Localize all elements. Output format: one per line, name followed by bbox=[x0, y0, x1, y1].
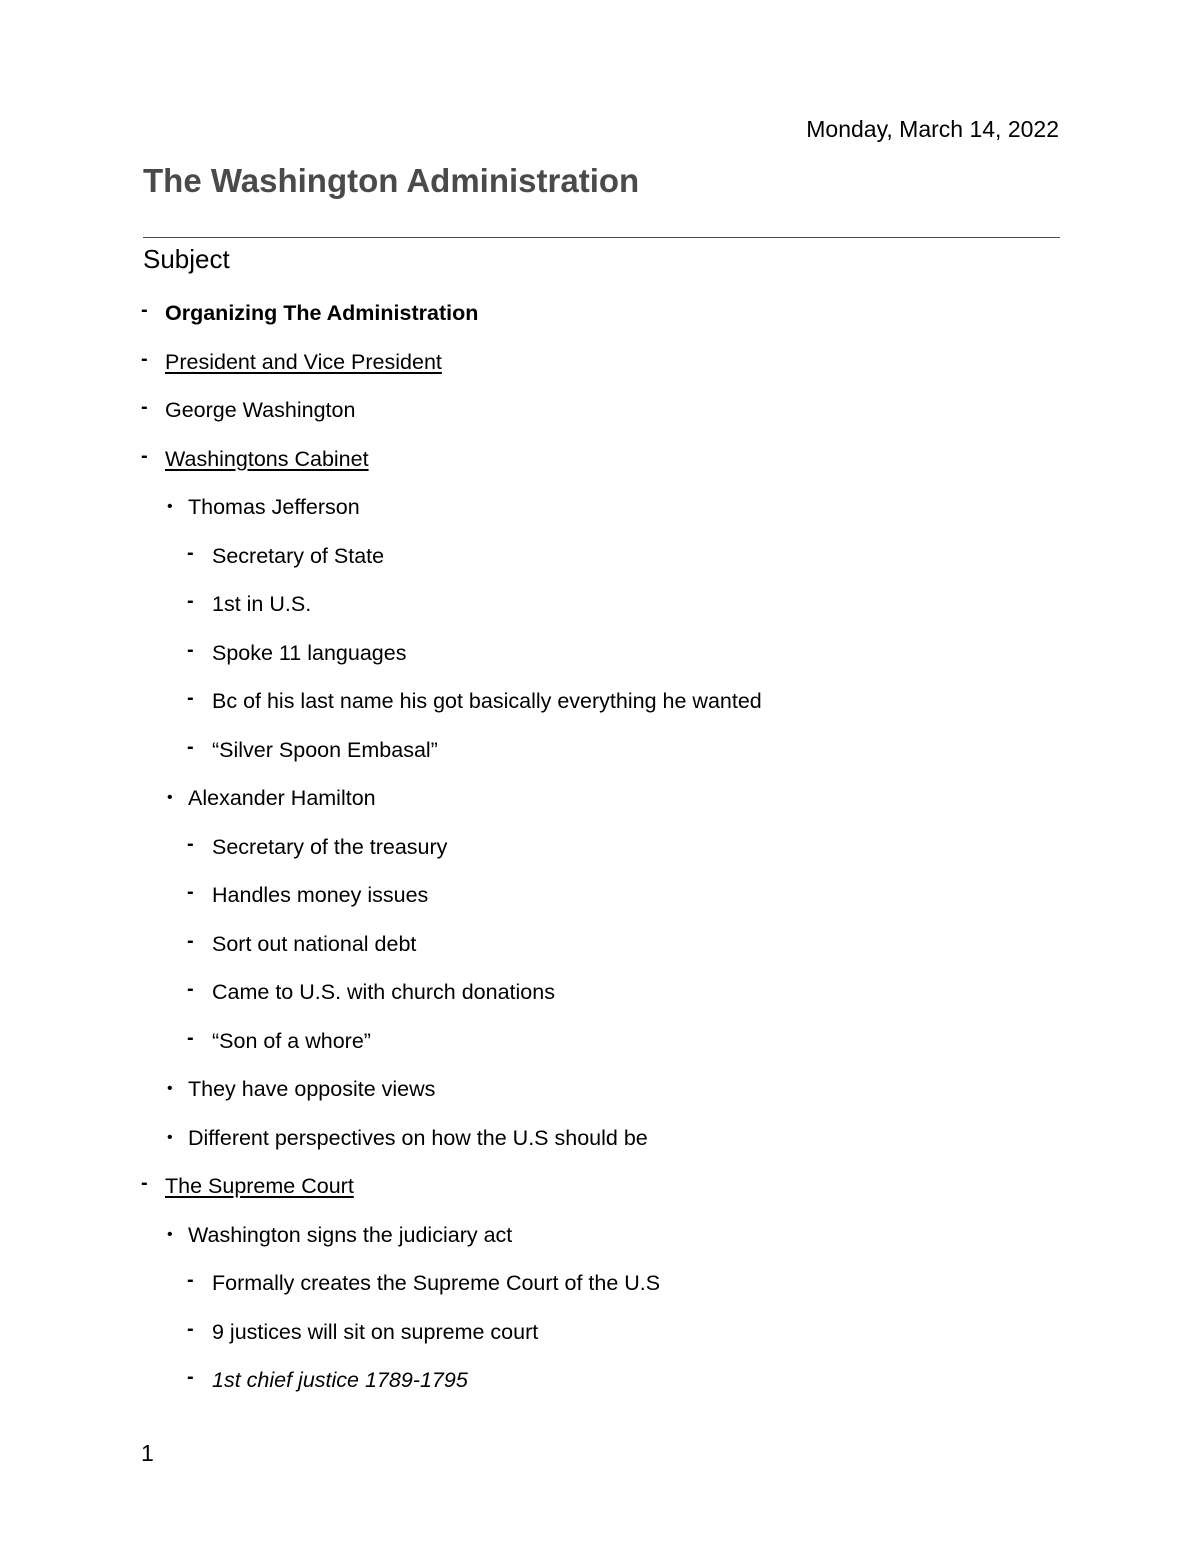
bullet-marker: • bbox=[167, 1225, 173, 1243]
dash-marker: - bbox=[187, 978, 194, 1000]
note-item bbox=[0, 386, 1200, 435]
note-text: Sort out national debt bbox=[212, 931, 417, 956]
note-item bbox=[0, 1065, 1200, 1114]
note-item bbox=[0, 823, 1200, 872]
dash-marker: - bbox=[187, 590, 194, 612]
dash-marker: - bbox=[141, 1172, 148, 1194]
note-item bbox=[0, 968, 1200, 1017]
bullet-marker: • bbox=[167, 498, 173, 515]
dash-marker: - bbox=[187, 1269, 194, 1291]
note-text: Secretary of State bbox=[212, 543, 385, 568]
note-text: Bc of his last name his got basically everything he wanted bbox=[212, 689, 762, 713]
note-text: Formally creates the Supreme Court of the U.S bbox=[212, 1271, 661, 1295]
dash-marker: - bbox=[141, 444, 148, 467]
note-text: Secretary of the treasury bbox=[212, 834, 448, 859]
document-date: Monday, March 14, 2022 bbox=[806, 116, 1059, 142]
note-item bbox=[0, 1356, 1200, 1405]
dash-marker: - bbox=[187, 881, 194, 903]
subject-label: Subject bbox=[143, 244, 230, 274]
title-divider bbox=[143, 237, 1060, 238]
dash-marker: - bbox=[141, 396, 148, 418]
note-text: “Son of a whore” bbox=[212, 1028, 371, 1053]
page-title: The Washington Administration bbox=[143, 162, 640, 199]
dash-marker: - bbox=[187, 735, 194, 758]
note-text: President and Vice President bbox=[165, 349, 442, 374]
note-item bbox=[0, 774, 1200, 823]
note-text: George Washington bbox=[165, 398, 356, 422]
dash-marker: - bbox=[187, 638, 194, 661]
dash-marker: - bbox=[187, 1026, 194, 1049]
note-item bbox=[0, 1162, 1200, 1211]
page-number: 1 bbox=[141, 1440, 154, 1466]
note-item bbox=[0, 580, 1200, 629]
note-text: 1st chief justice 1789-1795 bbox=[212, 1368, 468, 1392]
note-item bbox=[0, 1259, 1200, 1308]
note-item bbox=[0, 677, 1200, 726]
note-text: Alexander Hamilton bbox=[188, 786, 376, 810]
bullet-marker: • bbox=[167, 789, 173, 806]
dash-marker: - bbox=[187, 1366, 194, 1388]
note-item bbox=[0, 1114, 1200, 1163]
note-item bbox=[0, 1308, 1200, 1357]
note-item bbox=[0, 289, 1200, 338]
note-text: They have opposite views bbox=[188, 1077, 436, 1101]
bullet-marker: • bbox=[167, 1080, 173, 1097]
note-item bbox=[0, 338, 1200, 387]
note-item bbox=[0, 483, 1200, 532]
note-text: 1st in U.S. bbox=[212, 592, 312, 616]
note-item bbox=[0, 1017, 1200, 1066]
note-text: Came to U.S. with church donations bbox=[212, 980, 555, 1004]
dash-marker: - bbox=[187, 687, 194, 709]
note-text: Organizing The Administration bbox=[165, 301, 479, 325]
note-item bbox=[0, 435, 1200, 484]
dash-marker: - bbox=[187, 541, 194, 564]
note-item bbox=[0, 726, 1200, 775]
notes-list bbox=[0, 289, 1200, 1405]
note-text: Washington signs the judiciary act bbox=[188, 1222, 513, 1247]
note-text: The Supreme Court bbox=[165, 1174, 354, 1198]
dash-marker: - bbox=[141, 299, 148, 321]
note-text: Washingtons Cabinet bbox=[165, 446, 369, 471]
note-text: Spoke 11 languages bbox=[212, 640, 407, 665]
dash-marker: - bbox=[187, 832, 194, 855]
note-text: Thomas Jefferson bbox=[188, 495, 360, 519]
note-text: Handles money issues bbox=[212, 883, 429, 907]
note-item bbox=[0, 871, 1200, 920]
note-text: Different perspectives on how the U.S should be bbox=[188, 1125, 648, 1150]
dash-marker: - bbox=[187, 929, 194, 952]
note-text: 9 justices will sit on supreme court bbox=[212, 1319, 539, 1344]
dash-marker: - bbox=[141, 347, 148, 370]
note-item bbox=[0, 629, 1200, 678]
note-item bbox=[0, 532, 1200, 581]
note-item bbox=[0, 1211, 1200, 1260]
note-item bbox=[0, 920, 1200, 969]
bullet-marker: • bbox=[167, 1128, 173, 1146]
dash-marker: - bbox=[187, 1317, 194, 1340]
note-text: “Silver Spoon Embasal” bbox=[212, 737, 438, 762]
